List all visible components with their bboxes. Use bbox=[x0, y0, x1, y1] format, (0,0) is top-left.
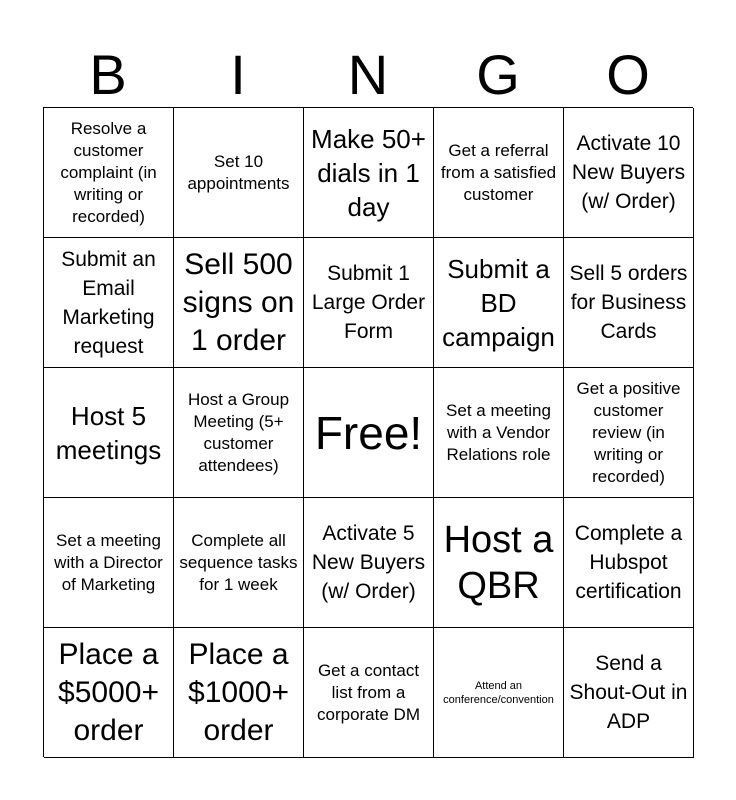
cell-text: Attend an conference/convention bbox=[443, 679, 554, 706]
bingo-cell[interactable] bbox=[564, 368, 694, 498]
cell-text: Set a meeting with a Director of Marketing bbox=[54, 530, 163, 594]
cell-text: Complete all sequence tasks for 1 week bbox=[179, 530, 298, 594]
bingo-cell[interactable] bbox=[434, 108, 564, 238]
bingo-cell[interactable] bbox=[434, 368, 564, 498]
cell-text: Activate 5 New Buyers (w/ Order) bbox=[311, 522, 426, 603]
bingo-cell[interactable] bbox=[44, 628, 174, 758]
cell-text: Get a positive customer review (in writing or recorded) bbox=[576, 378, 681, 486]
cell-text: Set 10 appointments bbox=[187, 151, 290, 193]
cell-text: Submit an Email Marketing request bbox=[61, 247, 156, 358]
cell-text: Host a QBR bbox=[443, 518, 554, 607]
cell-text: Get a contact list from a corporate DM bbox=[317, 660, 420, 724]
bingo-cell[interactable] bbox=[44, 498, 174, 628]
bingo-cell[interactable] bbox=[564, 628, 694, 758]
header-letter-i: I bbox=[230, 43, 246, 106]
header-letter-b: B bbox=[89, 43, 127, 106]
bingo-cell[interactable] bbox=[434, 628, 564, 758]
free-space-text: Free! bbox=[314, 406, 423, 459]
bingo-cell[interactable] bbox=[434, 238, 564, 368]
cell-text: Send a Shout-Out in ADP bbox=[569, 652, 688, 733]
cell-text: Place a $1000+ order bbox=[188, 637, 289, 747]
bingo-grid bbox=[43, 107, 693, 757]
bingo-cell[interactable] bbox=[564, 238, 694, 368]
cell-text: Place a $5000+ order bbox=[58, 637, 159, 747]
bingo-cell[interactable] bbox=[304, 108, 434, 238]
bingo-cell[interactable] bbox=[434, 498, 564, 628]
cell-text: Host 5 meetings bbox=[55, 400, 162, 465]
free-space-cell[interactable] bbox=[304, 368, 434, 498]
bingo-cell[interactable] bbox=[304, 238, 434, 368]
bingo-cell[interactable] bbox=[174, 498, 304, 628]
bingo-header bbox=[43, 42, 693, 108]
cell-text: Get a referral from a satisfied customer bbox=[440, 140, 557, 204]
bingo-cell[interactable] bbox=[174, 628, 304, 758]
bingo-cell[interactable] bbox=[564, 108, 694, 238]
cell-text: Sell 500 signs on 1 order bbox=[182, 247, 295, 357]
bingo-cell[interactable] bbox=[304, 498, 434, 628]
cell-text: Activate 10 New Buyers (w/ Order) bbox=[571, 132, 686, 213]
bingo-cell[interactable] bbox=[44, 108, 174, 238]
bingo-cell[interactable] bbox=[44, 238, 174, 368]
cell-text: Submit 1 Large Order Form bbox=[311, 262, 426, 343]
header-letter-n: N bbox=[347, 43, 389, 106]
cell-text: Sell 5 orders for Business Cards bbox=[569, 262, 688, 343]
cell-text: Host a Group Meeting (5+ customer attendees) bbox=[187, 389, 290, 475]
header-letter-g: G bbox=[476, 43, 520, 106]
cell-text: Resolve a customer complaint (in writing or recorded) bbox=[60, 118, 157, 226]
bingo-cell[interactable] bbox=[174, 238, 304, 368]
cell-text: Make 50+ dials in 1 day bbox=[311, 123, 426, 222]
bingo-cell[interactable] bbox=[174, 368, 304, 498]
cell-text: Complete a Hubspot certification bbox=[574, 522, 683, 603]
cell-text: Submit a BD campaign bbox=[442, 253, 555, 352]
header-letter-o: O bbox=[606, 43, 650, 106]
bingo-cell[interactable] bbox=[564, 498, 694, 628]
bingo-cell[interactable] bbox=[304, 628, 434, 758]
bingo-cell[interactable] bbox=[174, 108, 304, 238]
cell-text: Set a meeting with a Vendor Relations role bbox=[446, 400, 551, 464]
bingo-cell[interactable] bbox=[44, 368, 174, 498]
